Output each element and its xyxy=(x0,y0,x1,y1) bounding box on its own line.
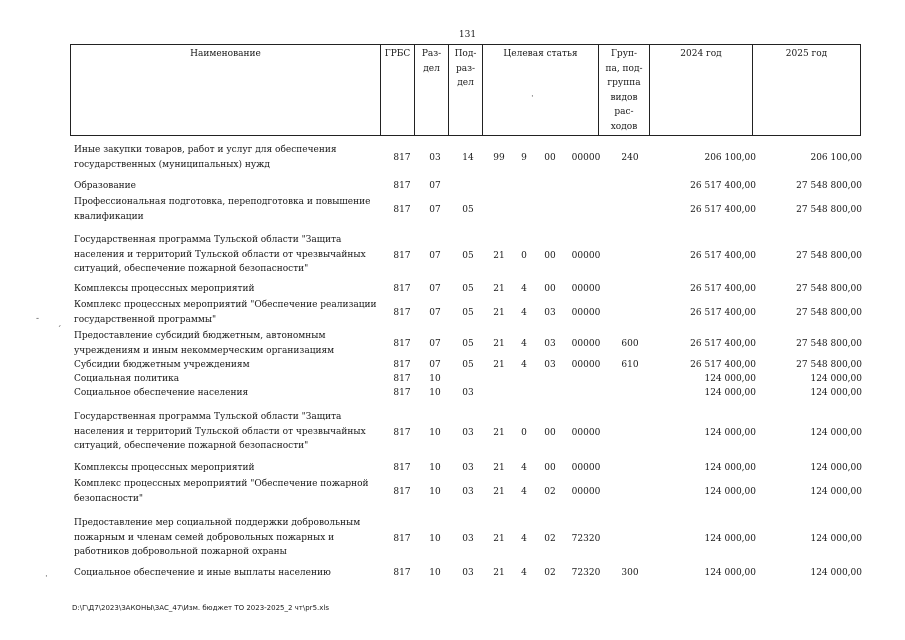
scan-dot: · xyxy=(45,572,48,582)
cell-razdel: 10 xyxy=(429,463,441,473)
scan-mark: - xyxy=(36,314,40,324)
cell-grbs: 817 xyxy=(393,534,411,544)
cell-podrazdel: 05 xyxy=(462,205,474,215)
cell-razdel: 10 xyxy=(429,374,441,384)
row-name: Социальная политика xyxy=(74,374,180,384)
cell-target-event: 00 xyxy=(544,251,556,261)
cell-expense-group: 300 xyxy=(621,568,639,578)
cell-target-subprogram: 0 xyxy=(521,428,527,438)
cell-2025: 124 000,00 xyxy=(810,487,862,497)
cell-target-program: 21 xyxy=(493,534,505,544)
row-name: Комплексы процессных мероприятий xyxy=(74,463,255,473)
cell-2025: 27 548 800,00 xyxy=(796,360,862,370)
cell-podrazdel: 03 xyxy=(462,487,474,497)
cell-target-subprogram: 4 xyxy=(521,534,527,544)
cell-2024: 26 517 400,00 xyxy=(690,339,756,349)
cell-podrazdel: 05 xyxy=(462,360,474,370)
table-row xyxy=(0,298,905,328)
cell-target-subprogram: 4 xyxy=(521,284,527,294)
cell-target-direction: 00000 xyxy=(571,284,601,294)
row-name: Социальное обеспечение населения xyxy=(74,388,249,398)
cell-grbs: 817 xyxy=(393,388,411,398)
cell-2024: 124 000,00 xyxy=(704,428,756,438)
cell-target-direction: 00000 xyxy=(571,308,601,318)
cell-podrazdel: 05 xyxy=(462,339,474,349)
cell-target-event: 03 xyxy=(544,360,556,370)
cell-target-direction: 72320 xyxy=(571,534,601,544)
cell-2024: 124 000,00 xyxy=(704,463,756,473)
cell-2025: 206 100,00 xyxy=(810,153,862,163)
header-podrazdel: Под- раз- дел xyxy=(449,45,483,136)
cell-2025: 27 548 800,00 xyxy=(796,181,862,191)
cell-target-subprogram: 4 xyxy=(521,308,527,318)
cell-target-program: 21 xyxy=(493,308,505,318)
cell-target-subprogram: 0 xyxy=(521,251,527,261)
cell-target-subprogram: 4 xyxy=(521,463,527,473)
header-expense-group: Груп- па, под- группа видов рас- ходов xyxy=(599,45,650,136)
cell-podrazdel: 14 xyxy=(462,153,474,163)
cell-2025: 124 000,00 xyxy=(810,534,862,544)
cell-grbs: 817 xyxy=(393,463,411,473)
row-name: Предоставление субсидий бюджетным, автономным учреждениям и иным некоммерческим организациям xyxy=(74,331,335,356)
cell-2025: 27 548 800,00 xyxy=(796,339,862,349)
cell-2024: 124 000,00 xyxy=(704,374,756,384)
table-row xyxy=(0,461,905,476)
cell-target-direction: 00000 xyxy=(571,251,601,261)
table-row xyxy=(0,179,905,194)
cell-2024: 26 517 400,00 xyxy=(690,360,756,370)
header-target-article: Целевая статья xyxy=(483,45,599,136)
cell-razdel: 10 xyxy=(429,487,441,497)
cell-2024: 124 000,00 xyxy=(704,568,756,578)
cell-2025: 27 548 800,00 xyxy=(796,284,862,294)
header-name: Наименование xyxy=(71,45,381,136)
cell-2024: 124 000,00 xyxy=(704,487,756,497)
cell-razdel: 07 xyxy=(429,339,441,349)
cell-razdel: 03 xyxy=(429,153,441,163)
cell-razdel: 07 xyxy=(429,181,441,191)
cell-target-direction: 72320 xyxy=(571,568,601,578)
cell-2025: 124 000,00 xyxy=(810,428,862,438)
cell-target-program: 21 xyxy=(493,339,505,349)
scan-dot: · xyxy=(531,92,534,102)
cell-podrazdel: 03 xyxy=(462,534,474,544)
table-row xyxy=(0,233,905,278)
header-2024: 2024 год xyxy=(650,45,753,136)
table-row xyxy=(0,282,905,297)
cell-target-event: 02 xyxy=(544,487,556,497)
cell-target-subprogram: 4 xyxy=(521,339,527,349)
cell-podrazdel: 05 xyxy=(462,284,474,294)
cell-target-direction: 00000 xyxy=(571,153,601,163)
row-name: Образование xyxy=(74,181,137,191)
page-number: 131 xyxy=(458,30,477,40)
table-row xyxy=(0,195,905,225)
cell-target-program: 21 xyxy=(493,251,505,261)
row-name: Профессиональная подготовка, переподготовка и повышение квалификации xyxy=(74,197,371,222)
cell-2024: 26 517 400,00 xyxy=(690,205,756,215)
row-name: Комплекс процессных мероприятий "Обеспечение реализации государственной программы" xyxy=(74,300,377,325)
cell-grbs: 817 xyxy=(393,181,411,191)
header-grbs: ГРБС xyxy=(381,45,415,136)
table-row xyxy=(0,143,905,173)
cell-2024: 26 517 400,00 xyxy=(690,284,756,294)
cell-razdel: 07 xyxy=(429,308,441,318)
cell-2025: 124 000,00 xyxy=(810,463,862,473)
cell-2025: 124 000,00 xyxy=(810,388,862,398)
cell-target-program: 99 xyxy=(493,153,505,163)
cell-razdel: 07 xyxy=(429,205,441,215)
table-row xyxy=(0,566,905,581)
cell-expense-group: 600 xyxy=(621,339,639,349)
cell-expense-group: 240 xyxy=(621,153,639,163)
cell-2024: 26 517 400,00 xyxy=(690,308,756,318)
cell-target-program: 21 xyxy=(493,568,505,578)
table-row xyxy=(0,372,905,387)
cell-grbs: 817 xyxy=(393,284,411,294)
cell-grbs: 817 xyxy=(393,251,411,261)
cell-grbs: 817 xyxy=(393,374,411,384)
table-row xyxy=(0,358,905,373)
cell-podrazdel: 03 xyxy=(462,463,474,473)
cell-grbs: 817 xyxy=(393,339,411,349)
cell-2024: 26 517 400,00 xyxy=(690,181,756,191)
row-name: Государственная программа Тульской области "Защита населения и территорий Тульской области от чрезвычайных ситуаций, обеспечение пожарной безопасности" xyxy=(74,235,366,275)
row-name: Субсидии бюджетным учреждениям xyxy=(74,360,250,370)
cell-podrazdel: 03 xyxy=(462,568,474,578)
cell-grbs: 817 xyxy=(393,568,411,578)
cell-target-event: 00 xyxy=(544,284,556,294)
cell-target-event: 03 xyxy=(544,339,556,349)
cell-target-program: 21 xyxy=(493,360,505,370)
table-row xyxy=(0,410,905,455)
table-row xyxy=(0,386,905,401)
cell-razdel: 10 xyxy=(429,428,441,438)
row-name: Комплексы процессных мероприятий xyxy=(74,284,255,294)
cell-grbs: 817 xyxy=(393,153,411,163)
cell-target-direction: 00000 xyxy=(571,428,601,438)
cell-grbs: 817 xyxy=(393,205,411,215)
table-row xyxy=(0,516,905,561)
cell-2025: 27 548 800,00 xyxy=(796,205,862,215)
row-name: Комплекс процессных мероприятий "Обеспечение пожарной безопасности" xyxy=(74,479,369,504)
scan-mark: ´ xyxy=(57,326,62,336)
cell-grbs: 817 xyxy=(393,308,411,318)
cell-target-event: 00 xyxy=(544,428,556,438)
cell-target-program: 21 xyxy=(493,487,505,497)
table-row xyxy=(0,477,905,507)
cell-target-program: 21 xyxy=(493,428,505,438)
cell-razdel: 10 xyxy=(429,534,441,544)
cell-grbs: 817 xyxy=(393,487,411,497)
table-row xyxy=(0,329,905,359)
cell-2025: 124 000,00 xyxy=(810,568,862,578)
cell-target-event: 02 xyxy=(544,534,556,544)
cell-target-program: 21 xyxy=(493,284,505,294)
cell-target-direction: 00000 xyxy=(571,360,601,370)
cell-target-direction: 00000 xyxy=(571,339,601,349)
cell-podrazdel: 05 xyxy=(462,308,474,318)
cell-2024: 124 000,00 xyxy=(704,534,756,544)
cell-razdel: 07 xyxy=(429,284,441,294)
cell-2024: 206 100,00 xyxy=(704,153,756,163)
cell-razdel: 07 xyxy=(429,360,441,370)
cell-target-program: 21 xyxy=(493,463,505,473)
cell-2025: 27 548 800,00 xyxy=(796,251,862,261)
cell-razdel: 10 xyxy=(429,388,441,398)
cell-grbs: 817 xyxy=(393,428,411,438)
cell-target-subprogram: 9 xyxy=(521,153,527,163)
row-name: Государственная программа Тульской области "Защита населения и территорий Тульской области от чрезвычайных ситуаций, обеспечение пожарной безопасности" xyxy=(74,412,366,452)
cell-razdel: 10 xyxy=(429,568,441,578)
cell-target-event: 00 xyxy=(544,463,556,473)
cell-target-direction: 00000 xyxy=(571,463,601,473)
cell-2025: 27 548 800,00 xyxy=(796,308,862,318)
cell-podrazdel: 05 xyxy=(462,251,474,261)
header-razdel: Раз- дел xyxy=(415,45,449,136)
row-name: Предоставление мер социальной поддержки добровольным пожарным и членам семей добровольных пожарных и работников добровольной пожарной охраны xyxy=(74,518,361,558)
cell-target-event: 02 xyxy=(544,568,556,578)
file-path: D:\Г\Д7\2023\ЗАКОНЫ\ЗАС_47\Изм. бюджет ТО 2023-2025_2 чт\pr5.xls xyxy=(72,604,329,612)
cell-target-subprogram: 4 xyxy=(521,487,527,497)
cell-razdel: 07 xyxy=(429,251,441,261)
cell-2025: 124 000,00 xyxy=(810,374,862,384)
cell-expense-group: 610 xyxy=(621,360,639,370)
header-2025: 2025 год xyxy=(753,45,861,136)
cell-target-subprogram: 4 xyxy=(521,568,527,578)
cell-podrazdel: 03 xyxy=(462,388,474,398)
cell-target-event: 03 xyxy=(544,308,556,318)
row-name: Иные закупки товаров, работ и услуг для обеспечения государственных (муниципальных) нужд xyxy=(74,145,337,170)
cell-podrazdel: 03 xyxy=(462,428,474,438)
cell-target-subprogram: 4 xyxy=(521,360,527,370)
cell-target-event: 00 xyxy=(544,153,556,163)
cell-2024: 26 517 400,00 xyxy=(690,251,756,261)
row-name: Социальное обеспечение и иные выплаты населению xyxy=(74,568,331,578)
cell-target-direction: 00000 xyxy=(571,487,601,497)
cell-grbs: 817 xyxy=(393,360,411,370)
cell-2024: 124 000,00 xyxy=(704,388,756,398)
